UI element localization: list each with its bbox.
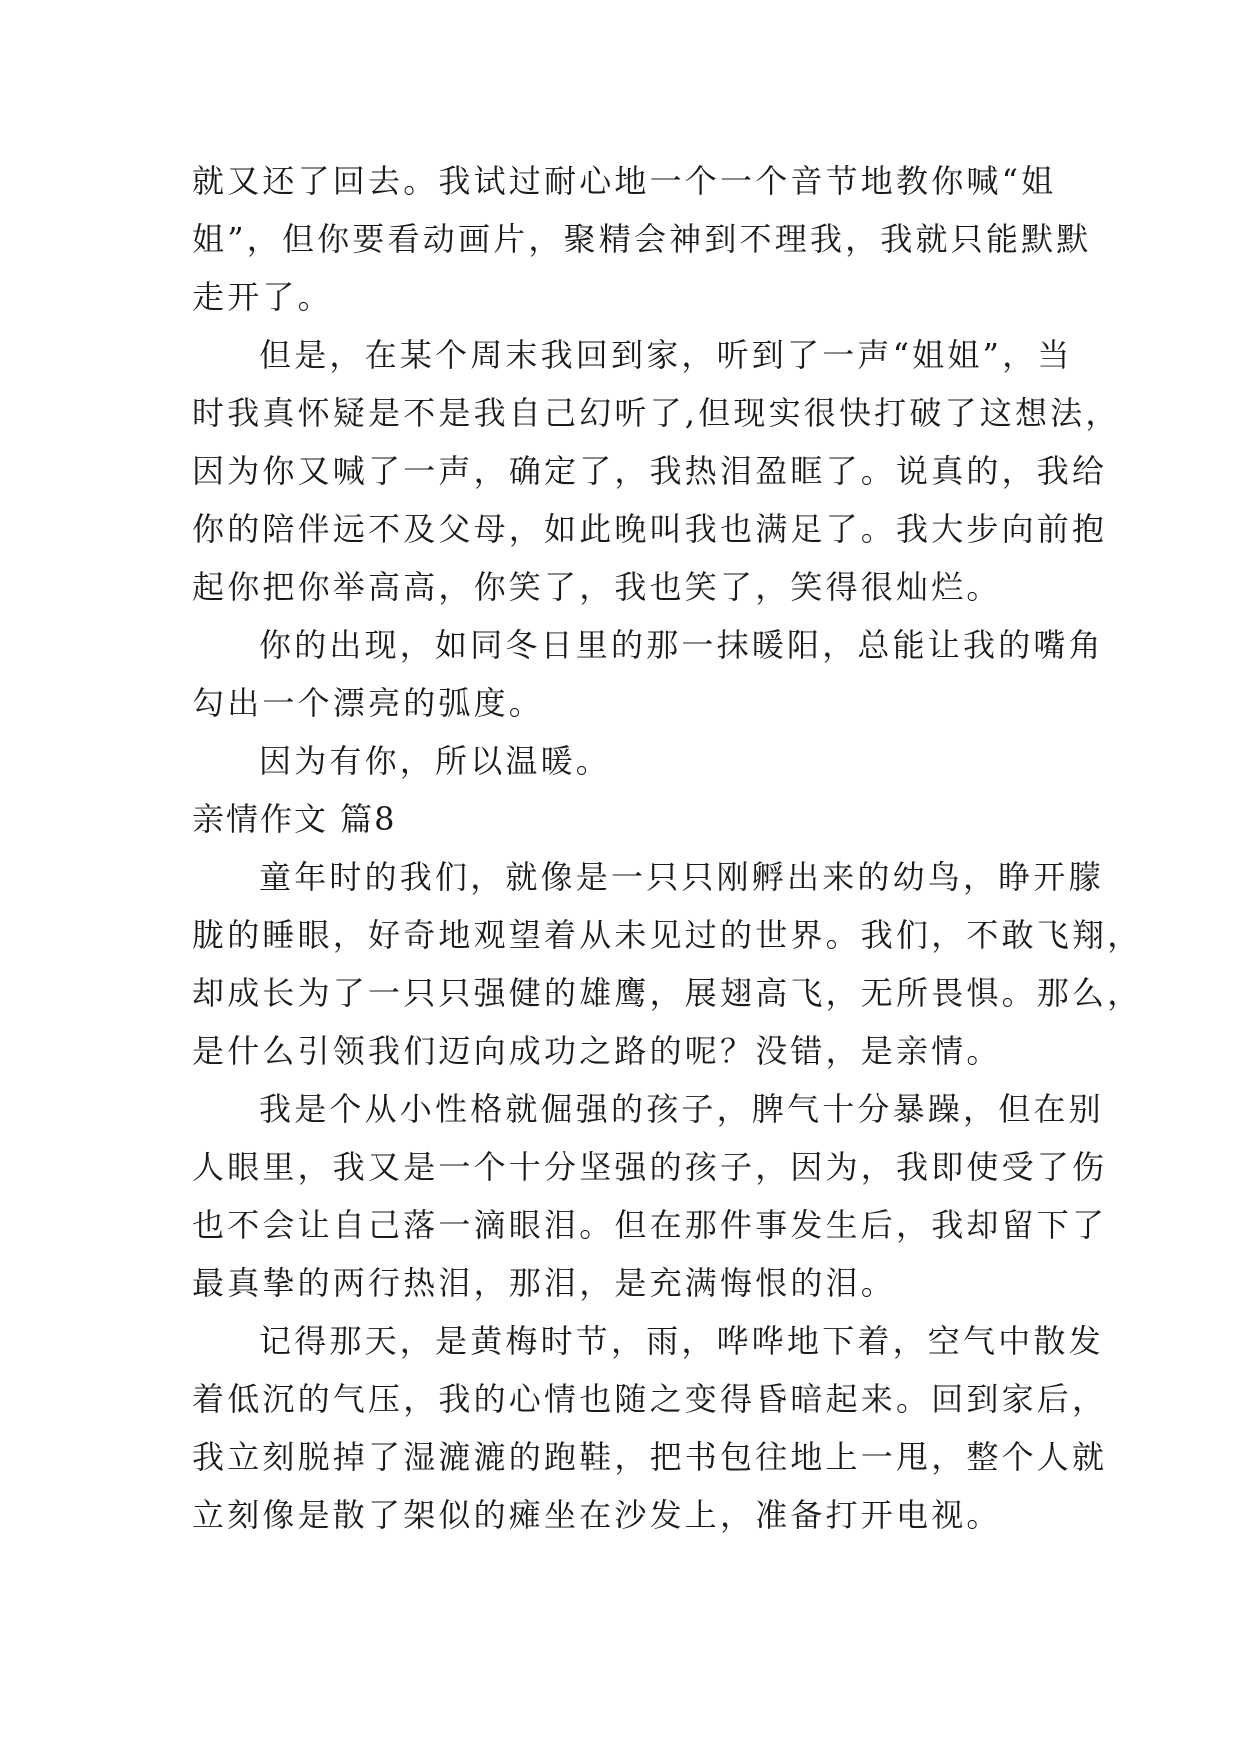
text-line: 胧的睡眼，好奇地观望着从未见过的世界。我们，不敢飞翔， [192, 916, 1143, 954]
document-page [192, 152, 1143, 1544]
text-line: 也不会让自己落一滴眼泪。但在那件事发生后，我却留下了 [192, 1206, 1108, 1244]
paragraph-first-line: 你的出现，如同冬日里的那一抹暖阳，总能让我的嘴角 [259, 626, 1104, 664]
paragraph-first-line: 因为有你，所以温暖。 [259, 742, 612, 780]
section-heading: 亲情作文 篇8 [192, 800, 397, 838]
text-line: 姐”，但你要看动画片，聚精会神到不理我，我就只能默默 [192, 220, 1092, 258]
paragraph-first-line: 我是个从小性格就倔强的孩子，脾气十分暴躁，但在别 [259, 1090, 1104, 1128]
paragraph-first-line: 但是，在某个周末我回到家，听到了一声“姐姐”，当 [259, 336, 1073, 374]
text-line: 人眼里，我又是一个十分坚强的孩子，因为，我即使受了伤 [192, 1148, 1108, 1186]
text-line: 因为你又喊了一声，确定了，我热泪盈眶了。说真的，我给 [192, 452, 1108, 490]
text-line: 起你把你举高高，你笑了，我也笑了，笑得很灿烂。 [192, 568, 1002, 606]
paragraph-first-line: 童年时的我们，就像是一只只刚孵出来的幼鸟，睁开朦 [259, 858, 1104, 896]
text-line: 却成长为了一只只强健的雄鹰，展翅高飞，无所畏惧。那么， [192, 974, 1143, 1012]
text-line: 是什么引领我们迈向成功之路的呢？没错，是亲情。 [192, 1032, 1002, 1070]
text-line: 你的陪伴远不及父母，如此晚叫我也满足了。我大步向前抱 [192, 510, 1108, 548]
text-line: 勾出一个漂亮的弧度。 [192, 684, 545, 722]
text-line: 我立刻脱掉了湿漉漉的跑鞋，把书包往地上一甩，整个人就 [192, 1438, 1108, 1476]
text-line: 立刻像是散了架似的瘫坐在沙发上，准备打开电视。 [192, 1496, 1002, 1534]
paragraph-first-line: 记得那天，是黄梅时节，雨，哗哗地下着，空气中散发 [259, 1322, 1104, 1360]
text-line: 时我真怀疑是不是我自己幻听了,但现实很快打破了这想法， [192, 394, 1121, 432]
text-line: 着低沉的气压，我的心情也随之变得昏暗起来。回到家后， [192, 1380, 1108, 1418]
text-line: 就又还了回去。我试过耐心地一个一个音节地教你喊“姐 [192, 162, 1057, 200]
text-line: 最真挚的两行热泪，那泪，是充满悔恨的泪。 [192, 1264, 897, 1302]
text-line: 走开了。 [192, 278, 333, 316]
